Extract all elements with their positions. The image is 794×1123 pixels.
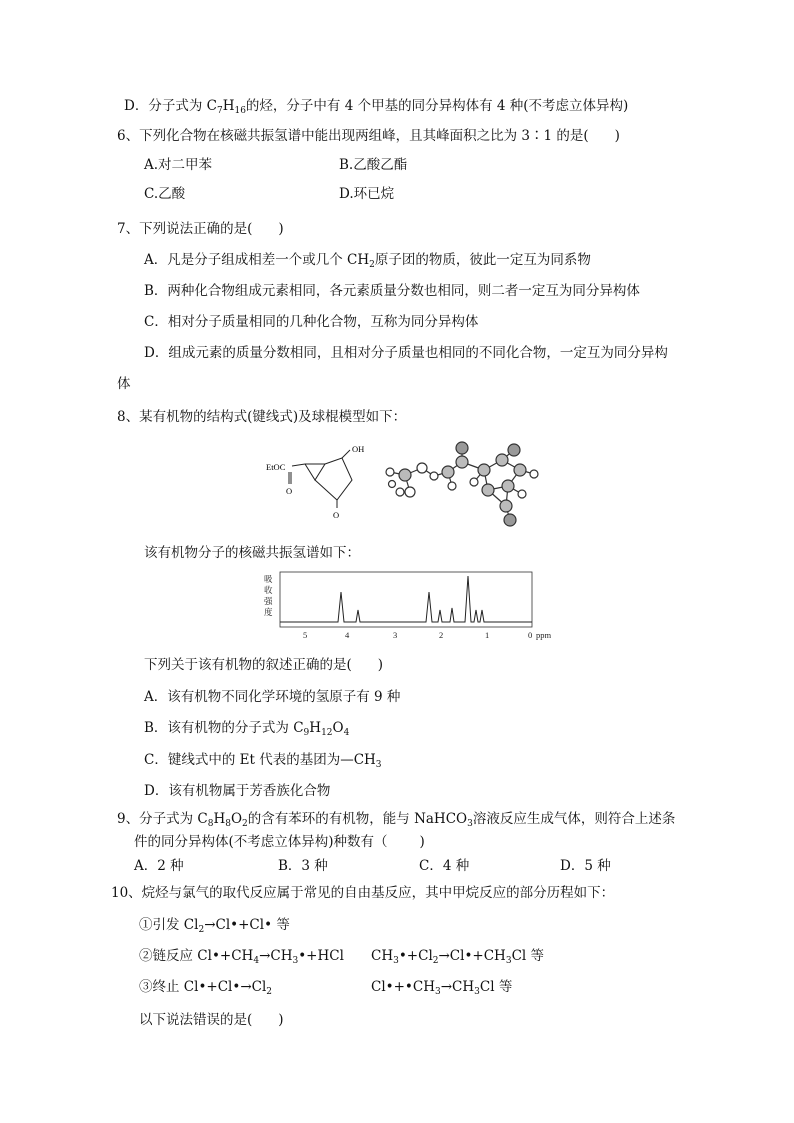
q6-option-d: D.环已烷 (339, 186, 395, 202)
text: D．分子式为 C (124, 98, 217, 114)
text: Cl 等 (479, 979, 513, 995)
text: •+Cl (398, 948, 433, 964)
text: Cl•+•CH (371, 979, 435, 995)
text: 9、分子式为 C (117, 811, 208, 827)
sub: 3 (474, 987, 480, 997)
sub: 3 (467, 819, 473, 829)
text: C．键线式中的 Et 代表的基团为—CH (144, 752, 376, 768)
sub: 2 (432, 956, 439, 966)
text: 以下说法错误的是( (139, 1012, 253, 1028)
q6-option-c: C.乙酸 (144, 186, 186, 202)
tick-label: 0 (528, 630, 533, 640)
q7-option-b: B．两种化合物组成元素相同，各元素质量分数也相同，则二者一定互为同分异构体 (144, 283, 640, 299)
q10-step-1 (139, 916, 290, 934)
carbonyl-o-label: O (286, 486, 293, 496)
sub: 4 (343, 728, 350, 738)
sub: 2 (369, 260, 375, 270)
question-9: 9、分子式为 $C_8H_8O_2$的含有苯环的有机物，能与 NaHCO$_3$溶液反应生成气体，则符合上述条 (117, 811, 676, 829)
spectrum-plot (262, 568, 562, 643)
sub: 8 (207, 819, 214, 829)
question-8: 8、某有机物的结构式(键线式)及球棍模型如下： (117, 409, 407, 425)
text: 下列关于该有机物的叙述正确的是( (144, 657, 352, 673)
text: •+HCl (298, 948, 344, 964)
q7-option-d: D．组成元素的质量分数相同，且相对分子质量也相同的不同化合物，一定互为同分异构 (144, 345, 668, 361)
q6-option-a: A.对二甲苯 (144, 157, 213, 173)
sub: 7 (216, 106, 223, 116)
ketone-o-label: O (333, 510, 340, 520)
sub: 3 (292, 956, 299, 966)
q6-option-b: B.乙酸乙酯 (339, 157, 408, 173)
q10-ask (139, 1011, 284, 1029)
sub: 2 (242, 819, 248, 829)
text: →CH (259, 948, 293, 964)
text: →CH (440, 979, 475, 995)
option-d-prev: D．分子式为 $C_7H_{16}$的烃，分子中有 4 个甲基的同分异构体有 4 种(不考虑立体异构) (124, 98, 629, 116)
q8-ask (144, 656, 383, 674)
sub: 3 (375, 760, 382, 770)
question-7 (117, 220, 284, 238)
text: 6、下列化合物在核磁共振氢谱中能出现两组峰，且其峰面积之比为 3∶1 的是( (117, 128, 589, 144)
sub: 3 (435, 987, 441, 997)
nmr-intro: 该有机物分子的核磁共振氢谱如下： (144, 545, 360, 561)
unit-label: ppm (536, 630, 552, 640)
q10-step-2 (139, 947, 344, 965)
text: ) (278, 221, 284, 237)
sub: 2 (266, 987, 273, 997)
sub: 4 (253, 956, 260, 966)
q8-option-a: A．该有机物不同化学环境的氢原子有 9 种 (144, 689, 401, 705)
text: ) (419, 834, 425, 850)
text: CH (371, 948, 394, 964)
text: B．该有机物的分子式为 C (144, 720, 304, 736)
tick-label: 1 (485, 630, 490, 640)
q7-option-a (144, 251, 591, 269)
q10-step-3b (371, 978, 512, 996)
question-10: 10、烷烃与氯气的取代反应属于常见的自由基反应，其中甲烷反应的部分历程如下： (111, 885, 615, 901)
hydroxyl-label: OH (352, 444, 365, 454)
sub: 3 (505, 956, 512, 966)
text: 溶液反应生成气体，则符合上述条 (472, 811, 676, 827)
text: 原子团的物质，彼此一定互为同系物 (374, 252, 591, 268)
q10-step-3 (139, 978, 272, 996)
q8-option-b: B．该有机物的分子式为 $C_9H_{12}O_4$ (144, 720, 350, 738)
text: Cl 等 (511, 948, 545, 964)
tick-label: 2 (439, 630, 444, 640)
ester-group-label: EtOC (266, 462, 286, 472)
text: ③终止 Cl•+Cl•→Cl (139, 979, 267, 995)
text: ) (614, 128, 620, 144)
text: 7、下列说法正确的是( (117, 221, 253, 237)
ylabel-char: 收 (264, 585, 273, 595)
q8-option-d: D．该有机物属于芳香族化合物 (144, 783, 331, 799)
tick-label: 4 (345, 630, 350, 640)
text: 的烃，分子中有 4 个甲基的同分异构体有 4 种(不考虑立体异构) (245, 98, 629, 114)
q9-wrap (134, 833, 425, 851)
nmr-spectrum (262, 568, 562, 643)
text: ) (377, 657, 384, 673)
sub: 2 (198, 925, 205, 935)
text: ) (278, 1012, 284, 1028)
sub: 9 (303, 728, 310, 738)
sub: 8 (225, 819, 231, 829)
text: A．凡是分子组成相差一个或几个 CH (144, 252, 370, 268)
plot-frame (280, 572, 532, 627)
text: ①引发 Cl (139, 917, 199, 933)
sub: 16 (234, 106, 246, 116)
ylabel-char: 强 (264, 596, 273, 606)
q9-option-a: A．2 种 (134, 858, 184, 874)
text: 的含有苯环的有机物，能与 NaHCO (247, 811, 468, 827)
sub: 3 (393, 956, 399, 966)
q9-option-b: B．3 种 (278, 858, 328, 874)
q7-option-d-wrap: 体 (117, 376, 131, 392)
text: →Cl•+Cl• 等 (204, 917, 290, 933)
q9-option-c: C．4 种 (419, 858, 470, 874)
q7-option-c: C．相对分子质量相同的几种化合物，互称为同分异构体 (144, 314, 479, 330)
text: 件的同分异构体(不考虑立体异构)种数有（ (134, 834, 388, 850)
ylabel-char: 度 (264, 607, 273, 617)
q8-option-c (144, 751, 382, 769)
q10-step-2b (371, 947, 544, 965)
q9-option-d: D．5 种 (560, 858, 611, 874)
tick-label: 5 (303, 630, 308, 640)
question-6 (117, 127, 620, 145)
tick-label: 3 (393, 630, 398, 640)
structure-figure (262, 440, 572, 530)
spectrum-trace (280, 576, 532, 622)
skeletal-formula (262, 440, 572, 530)
sub: 12 (321, 728, 333, 738)
ylabel-char: 吸 (264, 574, 273, 584)
text: ②链反应 Cl•+CH (139, 948, 254, 964)
text: →Cl•+CH (438, 948, 506, 964)
